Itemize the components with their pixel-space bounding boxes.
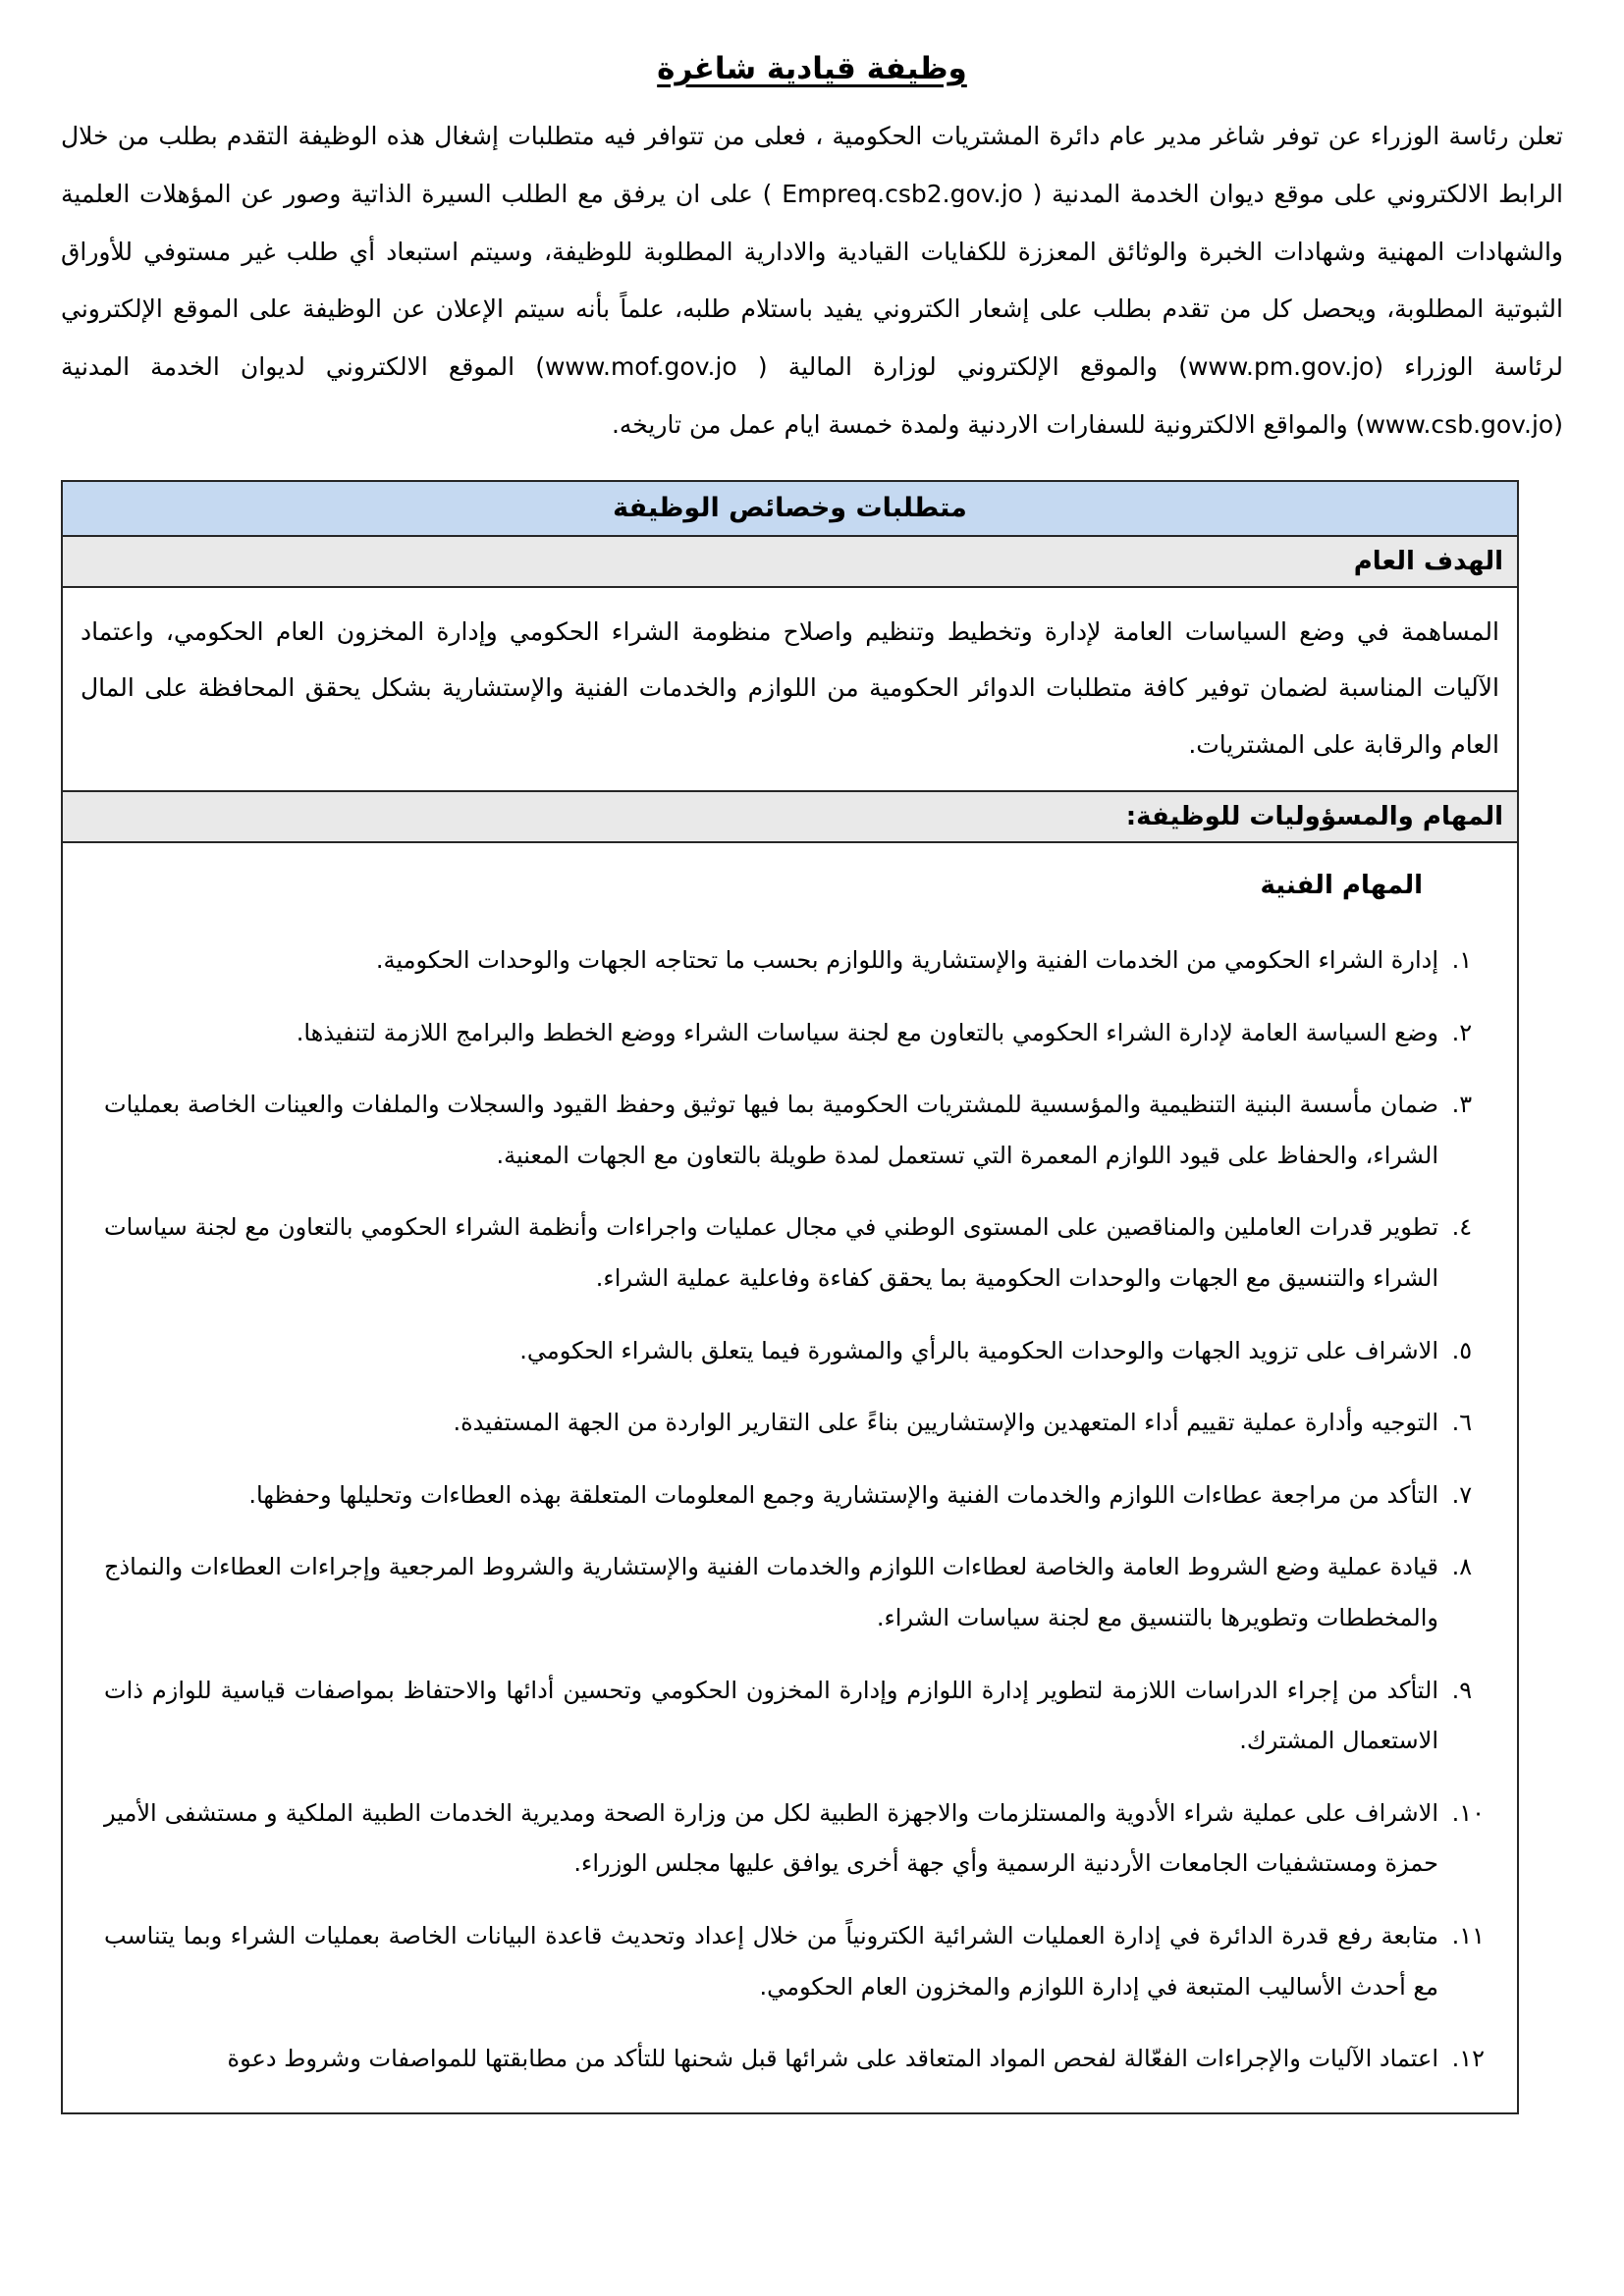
section-header-duties: المهام والمسؤوليات للوظيفة: xyxy=(63,792,1517,843)
announcement-paragraph: تعلن رئاسة الوزراء عن توفر شاغر مدير عام دائرة المشتريات الحكومية ، فعلى من تتوافر فيه متطلبات إشغال هذه الوظيفة التقدم بطلب من خلال الرابط الالكتروني على موقع ديوان الخدمة المدنية ( Empreq.csb2.gov.jo ) على ان يرفق مع الطلب السيرة الذاتية وصور عن المؤهلات العلمية والشهادات المهنية وشهادات الخبرة والوثائق المعززة للكفايات القيادية والادارية المطلوبة للوظيفة، وسيتم استبعاد أي طلب غير مستوفي للأوراق الثبوتية المطلوبة، ويحصل كل من تقدم بطلب على إشعار الكتروني يفيد باستلام طلبه، علماً بأنه سيتم الإعلان عن الوظيفة على الموقع الإلكتروني لرئاسة الوزراء (www.pm.gov.jo) والموقع الإلكتروني لوزارة المالية ( www.mof.gov.jo) الموقع الالكتروني لديوان الخدمة المدنية (www.csb.gov.jo) والمواقع الالكترونية للسفارات الاردنية ولمدة خمسة ايام عمل من تاريخه. xyxy=(61,122,1563,439)
requirements-table xyxy=(61,480,1519,2114)
general-objective-text: المساهمة في وضع السياسات العامة لإدارة وتخطيط وتنظيم واصلاح منظومة الشراء الحكومي وإدارة المخزون العام الحكومي، واعتماد الآليات المناسبة لضمان توفير كافة متطلبات الدوائر الحكومية من اللوازم والخدمات الفنية والإستشارية بشكل يحقق المحافظة على المال العام والرقابة على المشتريات. xyxy=(63,588,1517,793)
duties-cell xyxy=(63,843,1517,2112)
technical-tasks-heading: المهام الفنية xyxy=(1260,871,1423,900)
task-item: 6. التوجيه وأدارة عملية تقييم أداء المتعهدين والإستشاريين بناءً على التقارير الواردة من الجهة المستفيدة. xyxy=(104,1398,1444,1449)
task-item: 9. التأكد من إجراء الدراسات اللازمة لتطوير إدارة اللوازم وإدارة المخزون الحكومي وتحسين أدائها والاحتفاظ بمواصفات قياسية للوازم ذات الاستعمال المشترك. xyxy=(104,1666,1444,1767)
page-title: وظيفة قيادية شاغرة xyxy=(657,51,967,86)
task-item: 5. الاشراف على تزويد الجهات والوحدات الحكومية بالرأي والمشورة فيما يتعلق بالشراء الحكومي. xyxy=(104,1326,1444,1377)
task-item: 8. قيادة عملية وضع الشروط العامة والخاصة لعطاءات اللوازم والخدمات الفنية والإستشارية والشروط المرجعية وإجراءات العطاءات والنماذج والمخططات وتطويرها بالتنسيق مع لجنة سياسات الشراء. xyxy=(104,1542,1444,1643)
task-item: 3. ضمان مأسسة البنية التنظيمية والمؤسسية للمشتريات الحكومية بما فيها توثيق وحفظ القيود والسجلات والملفات والعينات الخاصة بعمليات الشراء، والحفاظ على قيود اللوازم المعمرة التي تستعمل لمدة طويلة بالتعاون مع الجهات المعنية. xyxy=(104,1080,1444,1181)
tasks-list xyxy=(79,935,1501,2085)
task-item: 11. متابعة رفع قدرة الدائرة في إدارة العمليات الشرائية الكترونياً من خلال إعداد وتحديث قاعدة البيانات الخاصة بعمليات الشراء وبما يتناسب مع أحدث الأساليب المتبعة في إدارة اللوازم والمخزون العام الحكومي. xyxy=(104,1911,1444,2012)
task-item: 1. إدارة الشراء الحكومي من الخدمات الفنية والإستشارية واللوازم بحسب ما تحتاجه الجهات والوحدات الحكومية. xyxy=(104,935,1444,987)
task-item: 12. اعتماد الآليات والإجراءات الفعّالة لفحص المواد المتعاقد على شرائها قبل شحنها للتأكد من مطابقتها للمواصفات وشروط دعوة xyxy=(104,2034,1444,2085)
task-item: 10. الاشراف على عملية شراء الأدوية والمستلزمات والاجهزة الطبية لكل من وزارة الصحة ومديرية الخدمات الطبية الملكية و مستشفى الأمير حمزة ومستشفيات الجامعات الأردنية الرسمية وأي جهة أخرى يوافق عليها مجلس الوزراء. xyxy=(104,1789,1444,1890)
table-header-requirements: متطلبات وخصائص الوظيفة xyxy=(63,482,1517,537)
task-item: 7. التأكد من مراجعة عطاءات اللوازم والخدمات الفنية والإستشارية وجمع المعلومات المتعلقة بهذه العطاءات وتحليلها وحفظها. xyxy=(104,1470,1444,1522)
task-item: 4. تطوير قدرات العاملين والمناقصين على المستوى الوطني في مجال عمليات واجراءات وأنظمة الشراء الحكومي بالتعاون مع لجنة سياسات الشراء والتنسيق مع الجهات والوحدات الحكومية بما يحقق كفاءة وفاعلية عملية الشراء. xyxy=(104,1202,1444,1304)
section-header-general-objective: الهدف العام xyxy=(63,537,1517,588)
task-item: 2. وضع السياسة العامة لإدارة الشراء الحكومي بالتعاون مع لجنة سياسات الشراء ووضع الخطط والبرامج اللازمة لتنفيذها. xyxy=(104,1008,1444,1059)
